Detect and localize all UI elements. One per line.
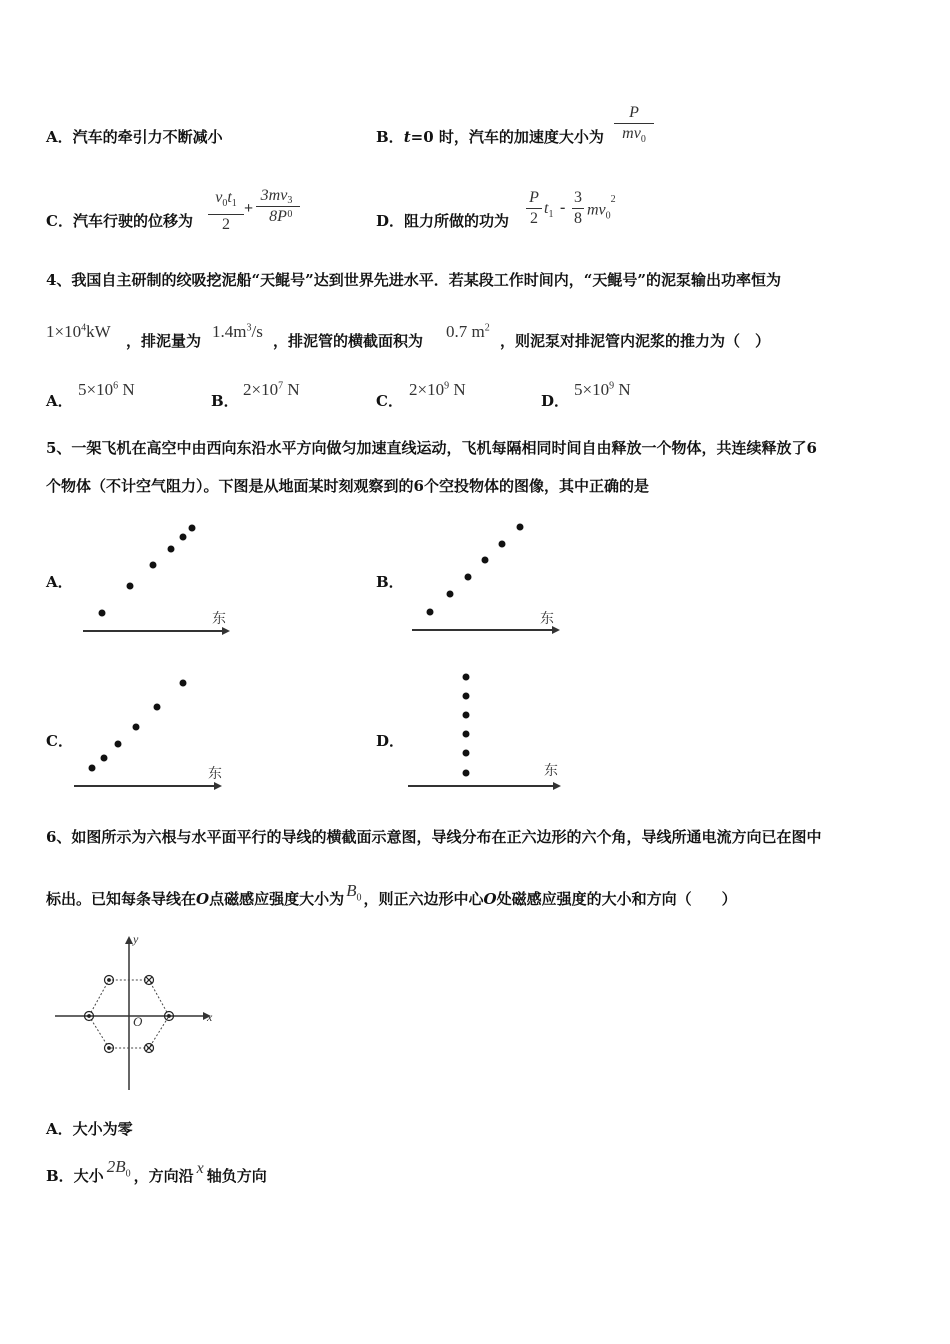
q4-d-unit: N [614, 380, 631, 399]
q4-b-base: 2×10 [243, 380, 279, 399]
q4-power-unit: kW [86, 322, 111, 341]
q6-line2-post: 处磁感应强度的大小和方向（ ） [496, 890, 737, 908]
q6-b0-sub: 0 [356, 892, 362, 904]
q4-b-unit: N [283, 380, 300, 399]
q5-a-east-label: 东 [212, 612, 226, 627]
q4-option-a-value[interactable] [78, 380, 135, 400]
q4-text4: ，则泥泵对排泥管内泥浆的推力为（ ） [500, 332, 771, 350]
dot [517, 524, 524, 531]
c-f1-t-sub: 1 [231, 198, 237, 210]
q5-line1: 5、一架飞机在高空中由西向东沿水平方向做匀加速直线运动，飞机每隔相同时间自由释放一个物体，共连续释放了6 [46, 439, 817, 457]
q4-d-base: 5×10 [574, 380, 610, 399]
d-t-sub: 1 [548, 209, 554, 221]
c-f2-sup: 3 [287, 195, 293, 206]
c-f1-den: 2 [222, 216, 230, 234]
q4-option-b-value[interactable] [243, 380, 300, 400]
q6-b-value [106, 1157, 131, 1180]
q5-c-east-label: 东 [208, 767, 222, 782]
q3-option-b-text: =0 时，汽车的加速度大小为 [410, 128, 604, 146]
q6-line2-mid2: ，则正六边形中心 [363, 890, 484, 908]
q6-line1: 6、如图所示为六根与水平面平行的导线的横截面示意图，导线分布在正六边形的六个角，导线所通电流方向已在图中 [46, 828, 822, 846]
q4-flow-sup: 3 [246, 322, 252, 334]
q6-hexagon-figure [55, 930, 225, 1095]
dot [115, 741, 122, 748]
dot [180, 534, 187, 541]
q6-b0 [346, 881, 362, 904]
q4-power-base: 1×10 [46, 322, 82, 341]
q3-option-a[interactable]: A．汽车的牵引力不断减小 [46, 128, 223, 146]
axis-arrow [553, 782, 561, 790]
q3-option-b-fraction [614, 104, 654, 149]
q4-a-unit: N [118, 380, 135, 399]
q5-line2: 个物体（不计空气阻力）。下图是从地面某时刻观察到的6个空投物体的图像，其中正确的是 [46, 477, 649, 495]
c-f1-v: v [215, 189, 223, 206]
q3-c-plus: + [244, 200, 254, 217]
d-f2-num: 3 [574, 189, 582, 206]
q6-axis-y-label: y [133, 932, 139, 946]
q6-b-val: 2B [106, 1157, 126, 1176]
dot [180, 680, 187, 687]
q4-b-exp: 7 [278, 380, 284, 392]
q4-line1: 4、我国自主研制的绞吸挖泥船“天鲲号”达到世界先进水平．若某段工作时间内，“天鲲号”的泥泵输出功率恒为 [46, 271, 781, 289]
d-f1-num: P [529, 189, 539, 206]
q4-area [446, 322, 490, 342]
q3-option-c[interactable]: C．汽车行驶的位移为 [46, 212, 193, 230]
q4-text3: ，排泥管的横截面积为 [273, 332, 424, 350]
q6-b-x: x [196, 1160, 204, 1177]
q5-option-a[interactable]: A． [46, 573, 73, 591]
q4-area-base: 0.7 m [446, 322, 485, 341]
q4-flow [212, 322, 263, 342]
dot [127, 583, 134, 590]
q4-power-sup: 4 [81, 322, 87, 334]
wire-top-right-cross [145, 976, 154, 985]
c-f1-v-sub: 0 [222, 198, 228, 210]
q6-b-post: 轴负方向 [206, 1167, 267, 1185]
q4-c-base: 2×10 [409, 380, 445, 399]
c-f2-sub: 0 [287, 209, 293, 220]
q6-b-sub: 0 [125, 1168, 131, 1180]
d-mv-sup: 2 [610, 194, 616, 205]
dot [463, 750, 470, 757]
c-f2-den: 8P [269, 208, 287, 225]
frac-den: mv [622, 125, 641, 142]
q6-axis-x-label: x [207, 1010, 213, 1024]
dot [482, 557, 489, 564]
q3-option-b-t: t [403, 128, 411, 146]
q4-c-exp: 9 [444, 380, 450, 392]
dot [447, 591, 454, 598]
q6-option-a[interactable]: A．大小为零 [46, 1120, 133, 1138]
q4-option-d-value[interactable] [574, 380, 631, 400]
q3-option-d-fraction1 [526, 189, 542, 228]
q4-option-c[interactable]: C． [376, 392, 403, 410]
dot [101, 755, 108, 762]
q4-option-d[interactable]: D． [541, 392, 570, 410]
axis-arrow [214, 782, 222, 790]
frac-den-sub: 0 [640, 134, 646, 146]
q6-line2-mid: 点磁感应强度大小为 [209, 890, 345, 908]
q3-option-d-fraction2 [572, 189, 584, 228]
q6-origin-label: O [133, 1014, 143, 1029]
q4-flow-base: 1.4m [212, 322, 247, 341]
dot [463, 770, 470, 777]
q4-area-sup: 2 [484, 322, 490, 334]
q4-a-exp: 6 [113, 380, 119, 392]
dot [427, 609, 434, 616]
wire-bottom-right-cross [145, 1044, 154, 1053]
q4-option-a[interactable]: A． [46, 392, 73, 410]
axis-arrow [222, 627, 230, 635]
q6-line2 [46, 881, 737, 916]
q3-option-b-label: B． [376, 128, 404, 146]
q6-line2-o2: O [483, 890, 497, 908]
q6-line2-o: O [196, 890, 210, 908]
dot [463, 712, 470, 719]
c-f2-num: 3mv [260, 187, 288, 204]
q5-b-east-label: 东 [540, 612, 554, 627]
q6-b-mid: ，方向沿 [133, 1167, 194, 1185]
dot [154, 704, 161, 711]
q5-option-c[interactable]: C． [46, 732, 73, 750]
q3-option-b[interactable] [376, 127, 604, 147]
q4-option-b[interactable]: B． [211, 392, 239, 410]
q6-option-b[interactable] [46, 1157, 267, 1193]
q6-line2-pre: 标出。已知每条导线在 [46, 890, 197, 908]
dot [463, 693, 470, 700]
d-t1 [544, 200, 553, 220]
q5-option-b[interactable]: B． [376, 573, 404, 591]
dot [133, 724, 140, 731]
d-t: t [544, 200, 549, 217]
dot [499, 541, 506, 548]
q6-b-pre: B．大小 [46, 1167, 104, 1185]
q4-text2: ，排泥量为 [126, 332, 202, 350]
y-axis-arrow [125, 936, 133, 944]
d-f1-den: 2 [530, 210, 538, 227]
q4-power [46, 322, 111, 342]
dot [89, 765, 96, 772]
dot [465, 574, 472, 581]
d-f2-den: 8 [574, 210, 582, 227]
d-mv [587, 194, 616, 222]
dot [463, 674, 470, 681]
dot [150, 562, 157, 569]
q4-a-base: 5×10 [78, 380, 114, 399]
q4-flow-unit: /s [251, 322, 263, 341]
q5-option-d[interactable]: D． [376, 732, 405, 750]
q4-option-c-value[interactable] [409, 380, 466, 400]
q4-d-exp: 9 [609, 380, 615, 392]
q3-option-c-fraction2 [256, 187, 300, 226]
dot [99, 610, 106, 617]
d-mv-sub: 0 [605, 210, 611, 222]
q3-option-c-fraction1 [208, 189, 244, 234]
q4-c-unit: N [449, 380, 466, 399]
q5-d-east-label: 东 [544, 764, 558, 779]
dot [189, 525, 196, 532]
c-f1-t: t [227, 189, 232, 206]
q6-b0-base: B [346, 881, 357, 900]
dot [463, 731, 470, 738]
d-mv-text: mv [587, 201, 606, 219]
dot [168, 546, 175, 553]
frac-num: P [629, 104, 639, 121]
d-minus: - [560, 199, 566, 216]
q3-option-d[interactable]: D．阻力所做的功为 [376, 212, 510, 230]
